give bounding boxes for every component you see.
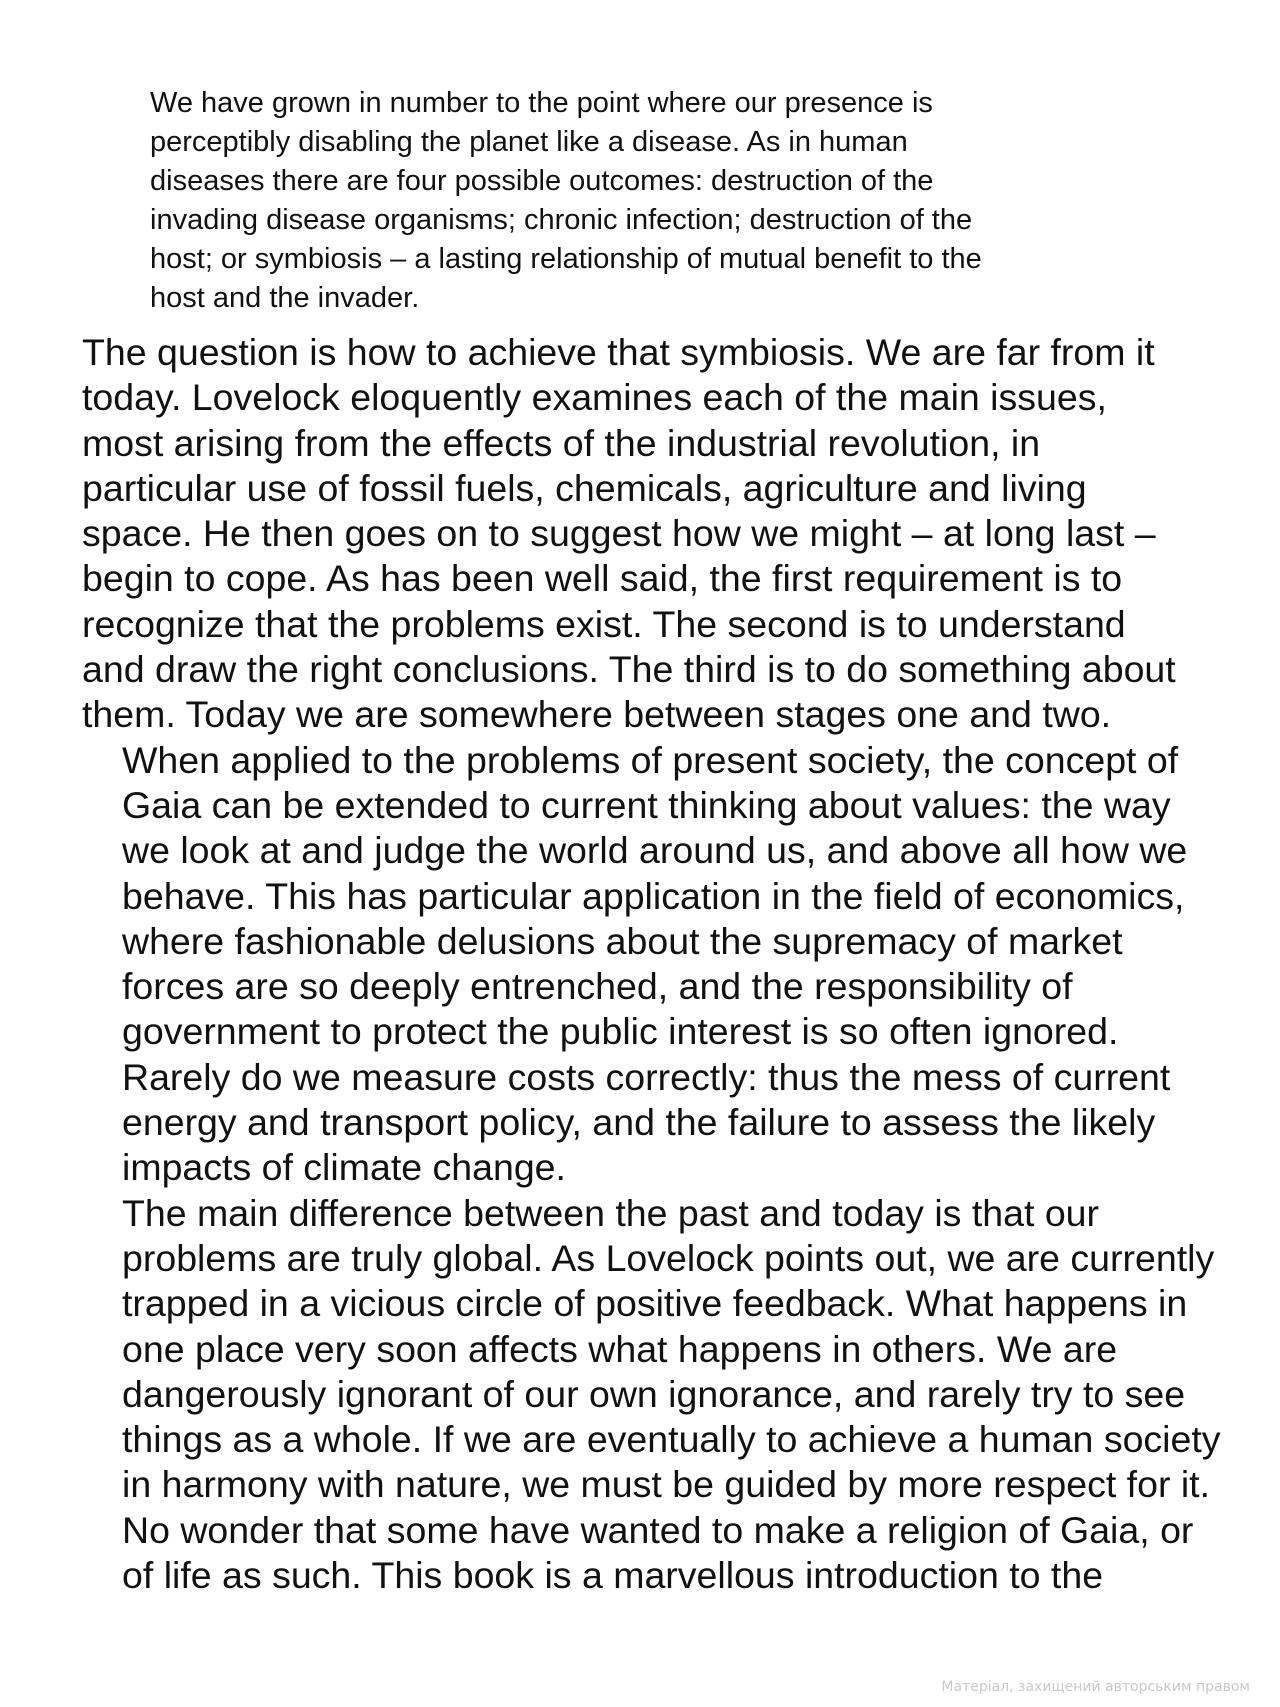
text-line: The question is how to achieve that symbiosis. We are far from it bbox=[82, 331, 1155, 373]
text-line: in harmony with nature, we must be guided by more respect for it. bbox=[122, 1463, 1211, 1506]
text-line: most arising from the effects of the industrial revolution, in bbox=[82, 421, 1041, 464]
body-text bbox=[82, 330, 1232, 1598]
text-line: one place very soon affects what happens in others. We are bbox=[122, 1327, 1118, 1370]
text-line: space. He then goes on to suggest how we might – at long last – bbox=[82, 512, 1156, 555]
text-line: government to protect the public interest is so often ignored. bbox=[122, 1010, 1119, 1053]
text-line: begin to cope. As has been well said, the first requirement is to bbox=[82, 557, 1123, 600]
text-line: of life as such. This book is a marvellous introduction to the bbox=[122, 1554, 1104, 1597]
text-line: things as a whole. If we are eventually to achieve a human society bbox=[122, 1418, 1221, 1461]
text-line: trapped in a vicious circle of positive feedback. What happens in bbox=[122, 1282, 1188, 1325]
text-line: and draw the right conclusions. The third is to do something about bbox=[82, 648, 1176, 691]
text-line: recognize that the problems exist. The second is to understand bbox=[82, 602, 1126, 645]
copyright-watermark: Матеріал, захищений авторським правом bbox=[941, 1679, 1250, 1695]
text-line: forces are so deeply entrenched, and the responsibility of bbox=[122, 965, 1073, 1008]
text-line: particular use of fossil fuels, chemicals, agriculture and living bbox=[82, 466, 1087, 509]
quote-line: invading disease organisms; chronic infection; destruction of the bbox=[150, 204, 973, 236]
quote-line: diseases there are four possible outcomes: destruction of the bbox=[150, 165, 934, 197]
quote-line: host; or symbiosis – a lasting relationship of mutual benefit to the bbox=[150, 243, 982, 275]
paragraph-2 bbox=[82, 738, 1232, 1191]
text-line: No wonder that some have wanted to make a religion of Gaia, or bbox=[122, 1508, 1194, 1551]
text-line: energy and transport policy, and the failure to assess the likely bbox=[122, 1101, 1156, 1144]
text-line: them. Today we are somewhere between stages one and two. bbox=[82, 693, 1112, 736]
text-line: problems are truly global. As Lovelock points out, we are currently bbox=[122, 1236, 1215, 1279]
block-quote bbox=[150, 84, 1120, 318]
text-line: impacts of climate change. bbox=[122, 1146, 566, 1189]
text-line: Rarely do we measure costs correctly: thus the mess of current bbox=[122, 1055, 1171, 1098]
text-line: Gaia can be extended to current thinking about values: the way bbox=[122, 783, 1171, 826]
paragraph-1 bbox=[82, 330, 1232, 738]
quote-line: perceptibly disabling the planet like a disease. As in human bbox=[150, 126, 908, 158]
text-line: dangerously ignorant of our own ignorance, and rarely try to see bbox=[122, 1372, 1186, 1415]
text-line: we look at and judge the world around us, and above all how we bbox=[122, 829, 1188, 872]
quote-line: We have grown in number to the point where our presence is bbox=[150, 87, 933, 119]
text-line: When applied to the problems of present society, the concept of bbox=[122, 738, 1179, 781]
text-line: today. Lovelock eloquently examines each of the main issues, bbox=[82, 376, 1107, 419]
text-line: The main difference between the past and today is that our bbox=[122, 1191, 1100, 1234]
text-line: where fashionable delusions about the supremacy of market bbox=[122, 919, 1123, 962]
quote-line: host and the invader. bbox=[150, 282, 420, 314]
text-line: behave. This has particular application in the field of economics, bbox=[122, 874, 1185, 917]
paragraph-3 bbox=[82, 1191, 1232, 1599]
